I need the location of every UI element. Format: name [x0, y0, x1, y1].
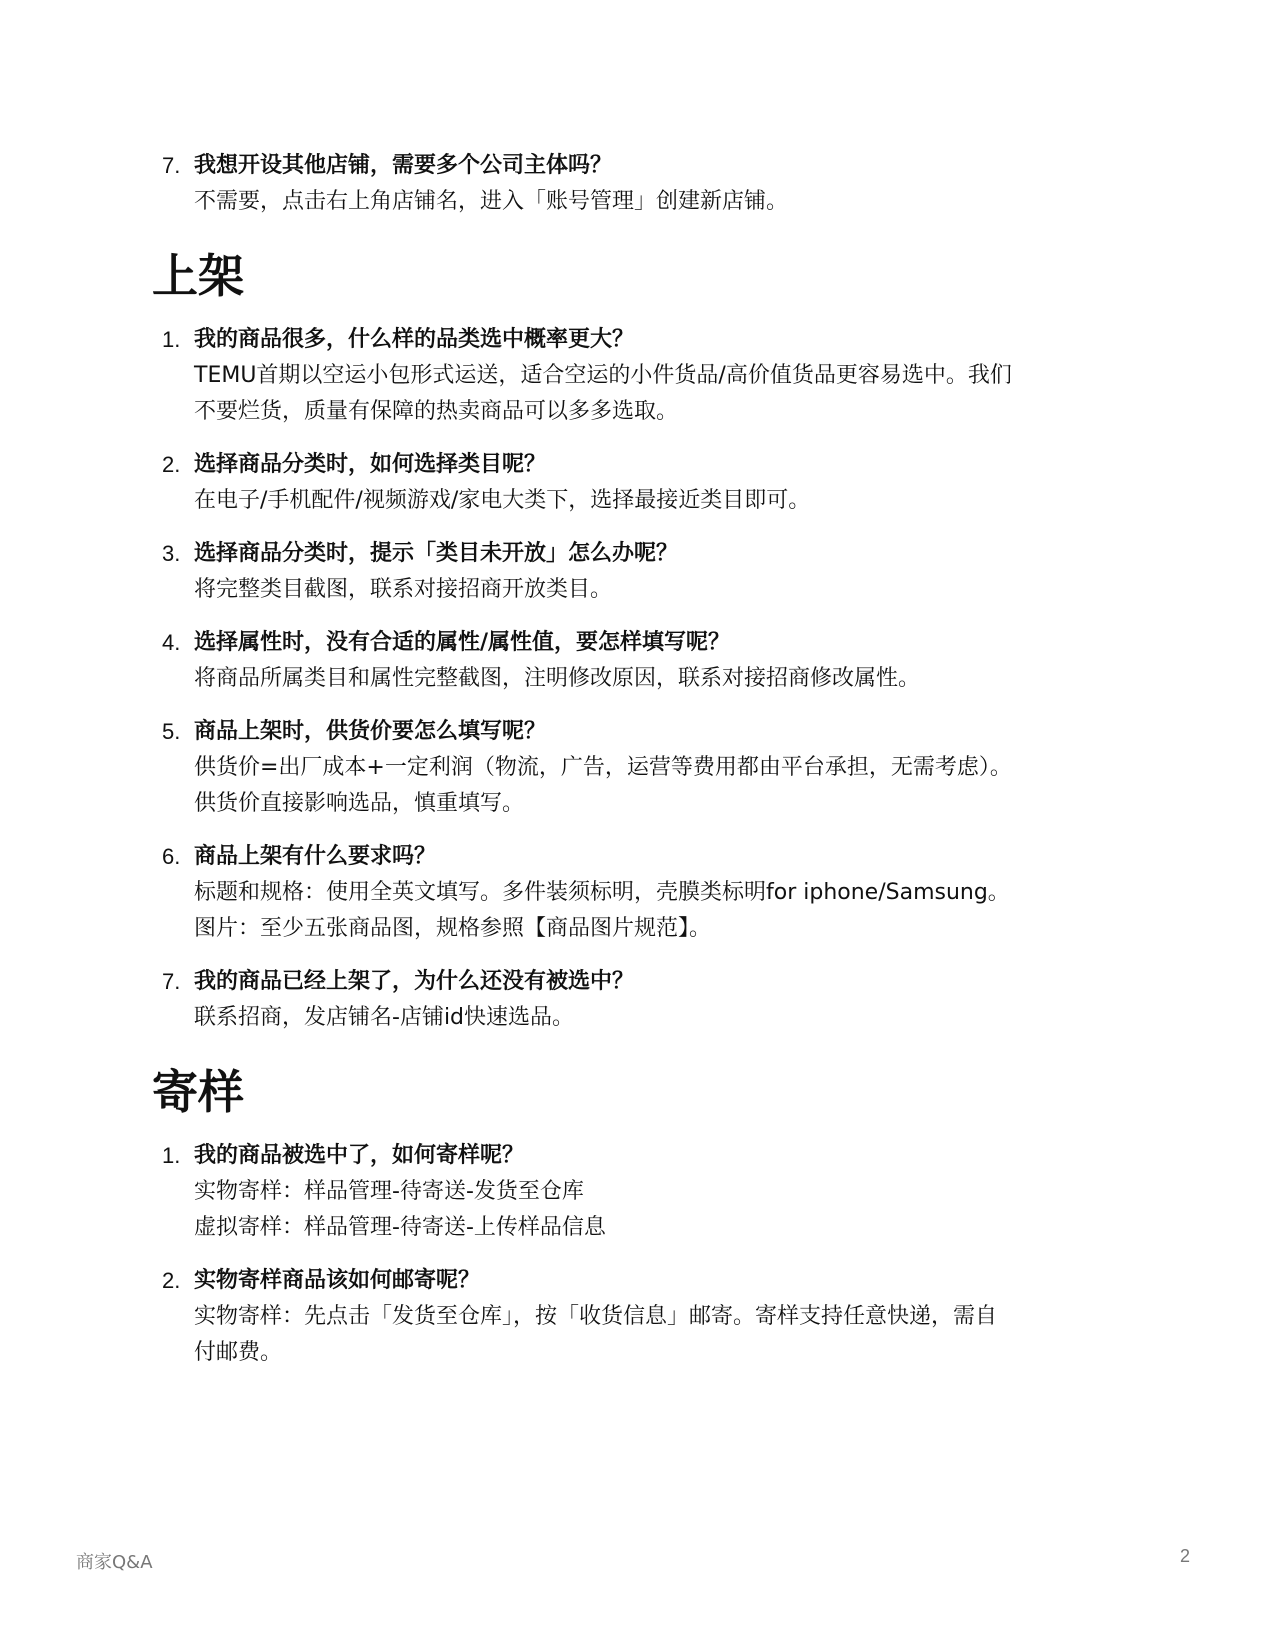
answer-line: 供货价=出厂成本+一定利润（物流，广告，运营等费用都由平台承担，无需考虑）。: [194, 755, 1012, 780]
qa-item: [152, 447, 1132, 519]
qa-body: [194, 148, 1132, 220]
answer-line: 标题和规格：使用全英文填写。多件装须标明，壳膜类标明for iphone/Samsung。: [194, 880, 1010, 905]
qa-item: [152, 714, 1132, 822]
qa-body: [194, 714, 1132, 822]
question-text: 选择商品分类时，提示「类目未开放」怎么办呢？: [194, 541, 679, 566]
answer-line: 不要烂货，质量有保障的热卖商品可以多多选取。: [194, 399, 679, 424]
footer-doc-title: 商家Q&A: [76, 1552, 153, 1573]
section-title-listing: 上架: [152, 249, 244, 303]
document-content: [152, 148, 1132, 1388]
question-text: 我的商品被选中了，如何寄样呢？: [194, 1143, 525, 1168]
qa-body: [194, 1138, 1132, 1246]
answer-line: 将商品所属类目和属性完整截图，注明修改原因，联系对接招商修改属性。: [194, 666, 921, 691]
answer-line: 付邮费。: [194, 1340, 283, 1365]
answer-line: 图片：至少五张商品图，规格参照【商品图片规范】。: [194, 916, 712, 941]
qa-body: [194, 1263, 1132, 1371]
qa-item: [152, 1263, 1132, 1371]
answer-line: TEMU首期以空运小包形式运送，适合空运的小件货品/高价值货品更容易选中。我们: [194, 363, 1012, 388]
question-text: 我想开设其他店铺，需要多个公司主体吗？: [194, 153, 613, 178]
section-title-samples: 寄样: [152, 1065, 244, 1119]
item-number: 6.: [162, 844, 181, 869]
question-text: 商品上架时，供货价要怎么填写呢？: [194, 719, 547, 744]
question-text: 选择属性时，没有合适的属性/属性值，要怎样填写呢？: [194, 630, 731, 655]
item-number: 2.: [162, 1268, 181, 1293]
answer-line: 实物寄样：样品管理-待寄送-发货至仓库: [194, 1179, 584, 1204]
answer-line: 在电子/手机配件/视频游戏/家电大类下，选择最接近类目即可。: [194, 488, 811, 513]
qa-item: [152, 536, 1132, 608]
question-text: 我的商品已经上架了，为什么还没有被选中？: [194, 969, 635, 994]
item-number: 1.: [162, 327, 181, 352]
qa-item: [152, 148, 1132, 220]
qa-body: [194, 625, 1132, 697]
item-number: 5.: [162, 719, 181, 744]
item-number: 7.: [162, 153, 181, 178]
footer-page-number: 2: [1180, 1546, 1191, 1566]
answer-line: 不需要，点击右上角店铺名，进入「账号管理」创建新店铺。: [194, 189, 789, 214]
qa-body: [194, 839, 1132, 947]
question-text: 实物寄样商品该如何邮寄呢？: [194, 1268, 481, 1293]
item-number: 2.: [162, 452, 181, 477]
item-number: 4.: [162, 630, 181, 655]
answer-line: 实物寄样：先点击「发货至仓库」，按「收货信息」邮寄。寄样支持任意快递，需自: [194, 1304, 998, 1329]
answer-line: 供货价直接影响选品，慎重填写。: [194, 791, 525, 816]
answer-line: 联系招商，发店铺名-店铺id快速选品。: [194, 1005, 575, 1030]
item-number: 1.: [162, 1143, 181, 1168]
qa-body: [194, 536, 1132, 608]
qa-item: [152, 839, 1132, 947]
item-number: 7.: [162, 969, 181, 994]
qa-item: [152, 322, 1132, 430]
qa-body: [194, 322, 1132, 430]
item-number: 3.: [162, 541, 181, 566]
question-text: 我的商品很多，什么样的品类选中概率更大？: [194, 327, 635, 352]
answer-line: 虚拟寄样：样品管理-待寄送-上传样品信息: [194, 1215, 606, 1240]
qa-item: [152, 964, 1132, 1036]
question-text: 选择商品分类时，如何选择类目呢？: [194, 452, 547, 477]
qa-body: [194, 964, 1132, 1036]
answer-line: 将完整类目截图，联系对接招商开放类目。: [194, 577, 613, 602]
qa-body: [194, 447, 1132, 519]
qa-item: [152, 1138, 1132, 1246]
question-text: 商品上架有什么要求吗？: [194, 844, 437, 869]
qa-item: [152, 625, 1132, 697]
